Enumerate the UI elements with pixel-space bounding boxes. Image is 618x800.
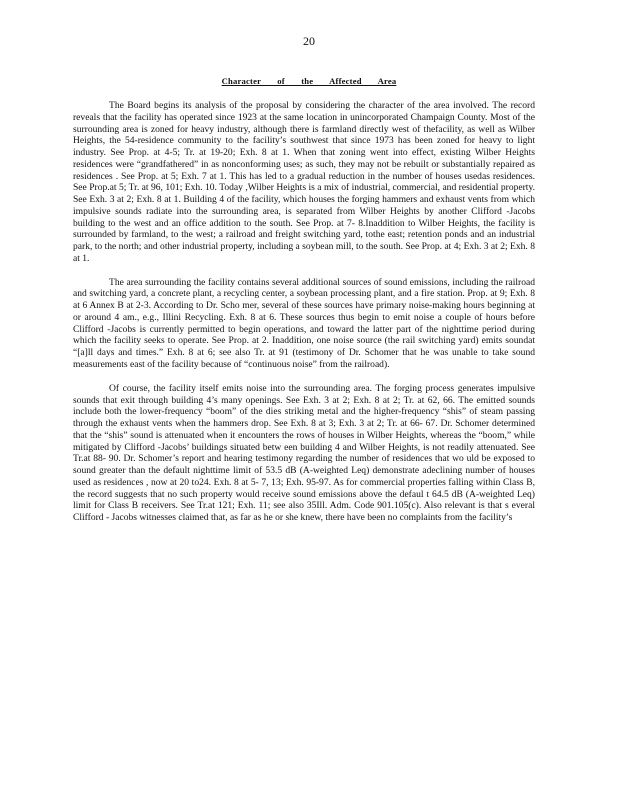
- section-heading: Character of the Affected Area: [221, 76, 397, 86]
- page-number: 20: [303, 34, 315, 48]
- paragraph: The Board begins its analysis of the proposal by considering the character of the area involved. The record reveals that the facility has operated since 1923 at the same location in unincorporated Champaign County. Most of the surrounding area is zoned for heavy industry, although there is farmland directly west of thefacility, as well as Wilber Heights, the 54-residence community to the facility’s southwest that since 1973 has been zoned for heavy to light industry. See Prop. at 4-5; Tr. at 19-20; Exh. 8 at 1. When that zoning went into effect, existing Wilber Heights residences were “grandfathered” in as nonconforming uses; as such, they may not be rebuilt or substantially repaired as residences . See Prop. at 5; Exh. 7 at 1. This has led to a gradual reduction in the number of houses usedas residences. See Prop.at 5; Tr. at 96, 101; Exh. 10. Today ,Wilber Heights is a mix of industrial, commercial, and residential property. See Exh. 3 at 2; Exh. 8 at 1. Building 4 of the facility, which houses the forging hammers and exhaust vents from which impulsive sounds radiate into the surrounding area, is separated from Wilber Heights by another Clifford -Jacobs building to the west and an office addition to the south. See Prop. at 7- 8.Inaddition to Wilber Heights, the facility is surrounded by farmland, to the west; a railroad and freight switching yard, tothe east; retention ponds and an industrial park, to the north; and other industrial property, including a soybean mill, to the south. See Prop. at 4; Exh. 3 at 2; Exh. 8 at 1.: [73, 100, 535, 264]
- paragraph: Of course, the facility itself emits noise into the surrounding area. The forging process generates impulsive sounds that exit through building 4’s many openings. See Exh. 3 at 2; Exh. 8 at 2; Tr. at 62, 66. The emitted sounds include both the lower-frequency “boom” of the dies striking metal and the higher-frequency “shis” of steam passing through the exhaust vents when the hammers drop. See Exh. 8 at 3; Exh. 3 at 2; Tr. at 66- 67. Dr. Schomer determined that the “shis” sound is attenuated when it encounters the rows of houses in Wilber Heights, whereas the “boom,” while mitigated by Clifford -Jacobs’ buildings situated betw een building 4 and Wilber Heights, is not readily attenuated. See Tr.at 88- 90. Dr. Schomer’s report and hearing testimony regarding the number of residences that wo uld be exposed to sound greater than the default nighttime limit of 53.5 dB (A-weighted Leq) demonstrate adeclining number of houses used as residences , now at 20 to24. Exh. 8 at 5- 7, 13; Exh. 95-97. As for commercial properties falling within Class B, the record suggests that no such property would receive sound emissions above the defaul t 64.5 dB (A-weighted Leq) limit for Class B receivers. See Tr.at 121; Exh. 11; see also 35Ill. Adm. Code 901.105(c). Also relevant is that s everal Clifford - Jacobs witnesses claimed that, as far as he or she knew, there have been no complaints from the facility’s: [73, 382, 535, 524]
- paragraph: The area surrounding the facility contains several additional sources of sound emissions, including the railroad and switching yard, a concrete plant, a recycling center, a soybean processing plant, and a fire station. Prop. at 9; Exh. 8 at 6 Annex B at 2-3. According to Dr. Scho mer, several of these sources have primary noise-making hours beginning at or around 4 am., e.g., Illini Recycling. Exh. 8 at 6. These sources thus begin to emit noise a couple of hours before Clifford -Jacobs is currently permitted to begin operations, and toward the latter part of the nighttime period during which the facility seeks to operate. See Prop. at 2. Inaddition, one noise source (the rail switching yard) emits soundat “[a]ll days and times.” Exh. 8 at 6; see also Tr. at 91 (testimony of Dr. Schomer that he was unable to take sound measurements east of the facility because of “continuous noise” from the railroad).: [73, 276, 535, 370]
- body-text: [73, 100, 535, 524]
